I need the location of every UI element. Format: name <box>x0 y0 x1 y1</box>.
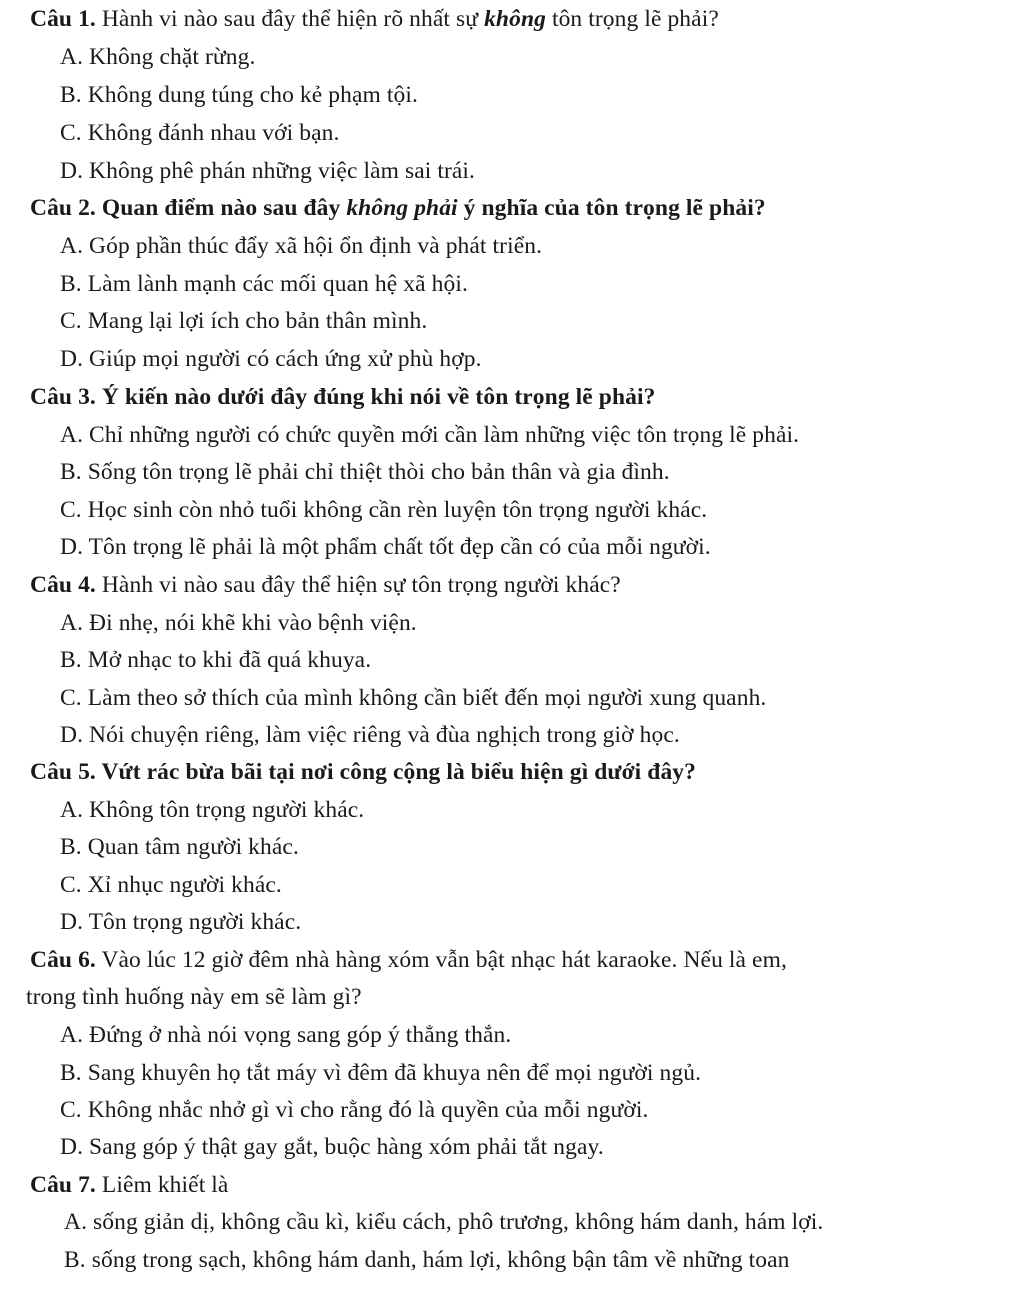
question-1-option-c: C. Không đánh nhau với bạn. <box>60 120 340 146</box>
question-2-option-a: A. Góp phần thúc đẩy xã hội ổn định và phát triển. <box>60 233 543 259</box>
question-1-emphasis: không <box>484 6 546 32</box>
question-2-number: Câu 2. <box>30 195 96 221</box>
question-1-option-d: D. Không phê phán những việc làm sai trái. <box>60 158 476 184</box>
question-3-option-d: D. Tôn trọng lẽ phải là một phẩm chất tốt đẹp cần có của mỗi người. <box>60 534 711 560</box>
question-5-number: Câu 5. <box>30 759 96 785</box>
question-1-text-pre: Hành vi nào sau đây thể hiện rõ nhất sự <box>95 6 485 32</box>
question-1-text-post: tôn trọng lẽ phải? <box>545 6 719 32</box>
question-6-option-b: B. Sang khuyên họ tắt máy vì đêm đã khuya nên để mọi người ngủ. <box>60 1060 702 1086</box>
question-5-option-d: D. Tôn trọng người khác. <box>60 909 302 935</box>
question-7 <box>30 1170 228 1200</box>
question-3 <box>30 382 655 412</box>
question-4-text: Hành vi nào sau đây thể hiện sự tôn trọng người khác? <box>95 572 621 598</box>
question-2-option-d: D. Giúp mọi người có cách ứng xử phù hợp. <box>60 346 482 372</box>
question-2-text-post: ý nghĩa của tôn trọng lẽ phải? <box>457 195 766 221</box>
question-5-option-a: A. Không tôn trọng người khác. <box>60 797 365 823</box>
question-1 <box>30 4 719 34</box>
question-1-number: Câu 1. <box>30 6 96 32</box>
question-3-option-c: C. Học sinh còn nhỏ tuổi không cần rèn luyện tôn trọng người khác. <box>60 497 708 523</box>
question-6-option-c: C. Không nhắc nhở gì vì cho rằng đó là quyền của mỗi người. <box>60 1097 649 1123</box>
question-4-option-d: D. Nói chuyện riêng, làm việc riêng và đùa nghịch trong giờ học. <box>60 722 680 748</box>
question-4-option-b: B. Mở nhạc to khi đã quá khuya. <box>60 647 372 673</box>
question-3-option-a: A. Chỉ những người có chức quyền mới cần làm những việc tôn trọng lẽ phải. <box>60 422 800 448</box>
question-4-option-a: A. Đi nhẹ, nói khẽ khi vào bệnh viện. <box>60 610 417 636</box>
question-7-option-b: B. sống trong sạch, không hám danh, hám lợi, không bận tâm về những toan <box>64 1247 790 1273</box>
question-7-text: Liêm khiết là <box>95 1172 229 1198</box>
question-7-number: Câu 7. <box>30 1172 96 1198</box>
question-6-number: Câu 6. <box>30 947 96 973</box>
question-6-option-d: D. Sang góp ý thật gay gắt, buộc hàng xóm phải tắt ngay. <box>60 1134 604 1160</box>
question-5-option-b: B. Quan tâm người khác. <box>60 834 299 860</box>
question-4-option-c: C. Làm theo sở thích của mình không cần biết đến mọi người xung quanh. <box>60 685 767 711</box>
question-3-option-b: B. Sống tôn trọng lẽ phải chỉ thiệt thòi cho bản thân và gia đình. <box>60 459 670 485</box>
question-2-text-pre: Quan điểm nào sau đây <box>95 195 347 221</box>
question-4 <box>30 570 621 600</box>
question-4-number: Câu 4. <box>30 572 96 598</box>
question-7-option-a: A. sống giản dị, không cầu kì, kiểu cách, phô trương, không hám danh, hám lợi. <box>64 1209 824 1235</box>
question-5-text: Vứt rác bừa bãi tại nơi công cộng là biểu hiện gì dưới đây? <box>95 759 696 785</box>
question-6-text: Vào lúc 12 giờ đêm nhà hàng xóm vẫn bật nhạc hát karaoke. Nếu là em, <box>95 947 787 973</box>
question-3-number: Câu 3. <box>30 384 96 410</box>
question-6-text-continued: trong tình huống này em sẽ làm gì? <box>26 984 362 1010</box>
question-5 <box>30 757 696 787</box>
question-2-option-b: B. Làm lành mạnh các mối quan hệ xã hội. <box>60 271 468 297</box>
question-2-emphasis: không phải <box>346 195 458 221</box>
question-6-option-a: A. Đứng ở nhà nói vọng sang góp ý thẳng thắn. <box>60 1022 512 1048</box>
question-6 <box>30 945 787 975</box>
question-3-text: Ý kiến nào dưới đây đúng khi nói về tôn trọng lẽ phải? <box>95 384 656 410</box>
question-5-option-c: C. Xỉ nhục người khác. <box>60 872 282 898</box>
question-1-option-b: B. Không dung túng cho kẻ phạm tội. <box>60 82 418 108</box>
question-1-option-a: A. Không chặt rừng. <box>60 44 256 70</box>
question-2 <box>30 193 766 223</box>
question-2-option-c: C. Mang lại lợi ích cho bản thân mình. <box>60 308 428 334</box>
